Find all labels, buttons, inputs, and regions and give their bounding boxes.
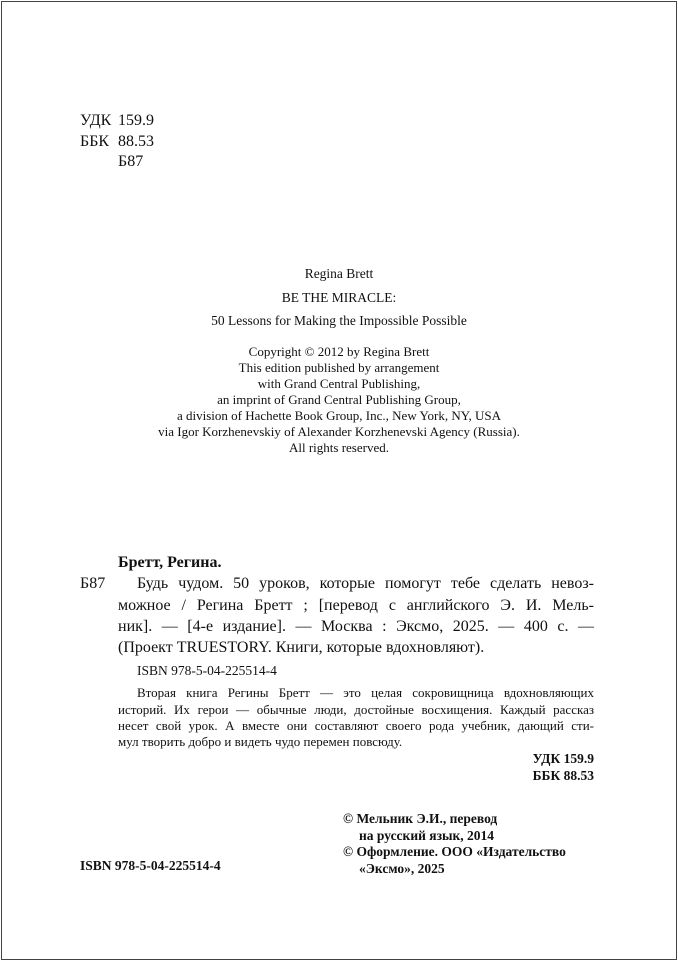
original-author: Regina Brett [304, 266, 374, 281]
catalog-line: Будь чудом. 50 уроков, которые помогут тебе сделать невоз- [137, 575, 594, 592]
rights-line: © Оформление. ООО «Издательство [343, 844, 566, 859]
author-mark: Б87 [118, 153, 144, 170]
catalog-line: можное / Регина Бретт ; [перевод с английского Э. И. Мель- [118, 597, 594, 614]
bbk-label: ББК [80, 133, 110, 150]
catalog-bbk: ББК 88.53 [532, 768, 594, 783]
copyright-line: a division of Hachette Book Group, Inc., New York, NY, USA [176, 408, 501, 423]
catalog-mark: Б87 [80, 575, 106, 592]
annotation-line: Вторая книга Регины Бретт — это целая сокровищница вдохновляющих [137, 685, 594, 700]
copyright-line: This edition published by arrangement [238, 360, 440, 375]
catalog-udk: УДК 159.9 [532, 751, 594, 766]
annotation-line: историй. Их герои — обычные люди, достойные восхищения. Каждый рассказ [118, 702, 594, 717]
copyright-line: an imprint of Grand Central Publishing Group, [217, 392, 461, 407]
catalog-line: (Проект TRUESTORY. Книги, которые вдохновляют). [118, 639, 485, 656]
rights-line: © Мельник Э.И., перевод [343, 811, 498, 826]
original-title: BE THE MIRACLE: [281, 290, 397, 305]
catalog-isbn: ISBN 978-5-04-225514-4 [137, 663, 277, 678]
rights-line: «Эксмо», 2025 [359, 861, 445, 876]
annotation-line: несет свой урок. А вместе они составляют своего рода учебник, дающий сти- [118, 718, 594, 733]
copyright-line: with Grand Central Publishing, [257, 376, 421, 391]
original-subtitle: 50 Lessons for Making the Impossible Possible [211, 313, 467, 328]
copyright-line: via Igor Korzhenevskiy of Alexander Korzhenevski Agency (Russia). [158, 424, 520, 439]
udk-value: 159.9 [118, 112, 154, 129]
catalog-heading: Бретт, Регина. [118, 554, 222, 571]
bbk-value: 88.53 [118, 133, 154, 150]
catalog-line: ник]. — [4-е издание]. — Москва : Эксмо, 2025. — 400 с. — [118, 618, 594, 635]
rights-line: на русский язык, 2014 [359, 828, 495, 843]
copyright-line: All rights reserved. [288, 440, 389, 455]
footer-isbn: ISBN 978-5-04-225514-4 [80, 858, 221, 873]
udk-label: УДК [80, 112, 112, 129]
annotation-line: мул творить добро и видеть чудо перемен повсюду. [118, 734, 403, 749]
copyright-line: Copyright © 2012 by Regina Brett [248, 344, 430, 359]
